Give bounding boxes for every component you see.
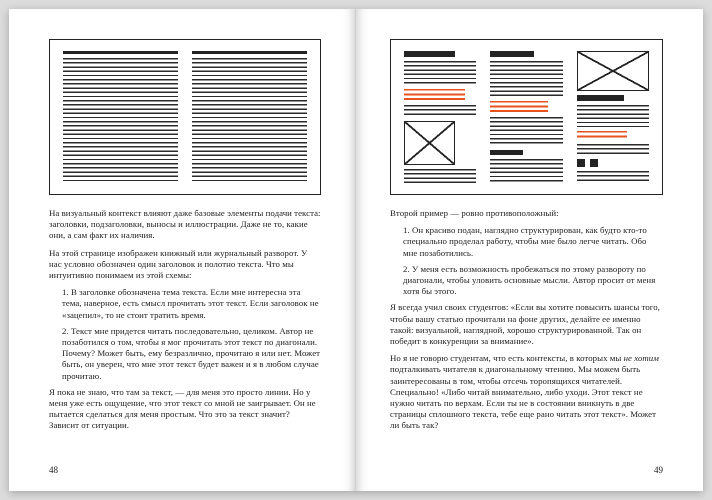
wireframe-text-lines <box>192 58 307 183</box>
numbered-item: 2. У меня есть возможность пробежаться по этому развороту по диагонали, чтобы уловить основные мысли. Автор просит от меня хотя бы этого. <box>403 263 656 297</box>
wireframe-heading-bar <box>490 51 533 57</box>
wireframe-text-column <box>577 51 649 183</box>
wireframe-text-lines <box>404 169 476 183</box>
wireframe-text-lines <box>490 159 562 183</box>
wireframe-small-blocks <box>577 159 649 167</box>
paragraph-segment-italic: не хотим <box>623 353 659 364</box>
numbered-item: 1. В заголовке обозначена тема текста. Если мне интересна эта тема, наверное, есть смысл прочитать этот текст. Если заголовок не «зацепил», то не стоит тратить время. <box>62 287 319 320</box>
wireframe-text-lines <box>577 105 649 127</box>
wireframe-text-column <box>490 51 562 183</box>
wireframe-image-placeholder-icon <box>404 121 455 165</box>
wireframe-subheading-bar <box>490 150 523 155</box>
page-right <box>356 9 703 491</box>
structured-spread-illustration <box>390 39 663 195</box>
page-number-left: 48 <box>49 465 58 475</box>
wireframe-heading-bar <box>192 51 307 54</box>
wireframe-text-lines <box>404 105 476 117</box>
wireframe-accent-lines <box>490 101 548 113</box>
body-paragraph <box>390 353 663 431</box>
wireframe-text-lines <box>490 117 562 146</box>
paragraph-segment: Но я не говорю студентам, что есть контексты, в которых мы <box>390 353 624 364</box>
left-page-text <box>49 208 321 432</box>
wireframe-text-lines <box>577 171 649 183</box>
wireframe-heading-bar <box>404 51 455 57</box>
wireframe-block <box>590 159 598 167</box>
wireframe-text-lines <box>404 61 476 85</box>
wireframe-image-placeholder-icon <box>577 51 649 91</box>
numbered-item: 2. Текст мне придется читать последовательно, целиком. Автор не позаботился о том, чтобы я мог прочитать этот текст по диагонали. Почему? Может быть, ему безразлично, прочитаю я или нет. Может быть, он уверен, что мне этот текст будет важен и я в любом случае прочитаю. <box>62 325 321 381</box>
wireframe-accent-lines <box>577 131 628 140</box>
wireframe-text-lines <box>63 58 178 183</box>
wireframe-heading-bar <box>577 95 624 101</box>
wireframe-text-lines <box>490 61 562 97</box>
body-paragraph: Я всегда учил своих студентов: «Если вы хотите повысить шансы того, чтобы вашу статью прочитали на фоне других, делайте ее именно такой: визуальной, наглядной, хорошо структурированной. Так он победит в конкуренции за внимание». <box>390 302 660 347</box>
wireframe-accent-lines <box>404 89 465 101</box>
body-paragraph: Второй пример — ровно противоположный: <box>390 208 559 218</box>
body-paragraph: На этой странице изображен книжный или журнальный разворот. У нас условно обозначен один заголовок и полотно текста. Что мы интуитивно понимаем из этой схемы: <box>49 247 308 281</box>
wireframe-text-column <box>192 51 307 183</box>
page-number-right: 49 <box>654 465 663 475</box>
paragraph-segment: подталкивать читателя к диагональному чтению. Мы можем быть заинтересованы в том, чтобы отсечь торопящихся читателей. Специально! «Либо читай внимательно, либо уходи. Этот текст не нужно читать по верхам. Если ты не в состоянии вникнуть в две страницы сплошного текста, тебе еще рано читать этот текст». Может ли быть так? <box>390 364 657 431</box>
wireframe-text-lines <box>577 144 649 155</box>
page-left <box>9 9 356 491</box>
body-paragraph: Я пока не знаю, что там за текст, — для меня это просто линии. Но у меня уже есть ощущение, что этот текст со мной не заигрывает. Он не пытается сделаться для меня простым. Что это за текст значит? Зависит от ситуации. <box>49 386 316 431</box>
book-spread <box>9 9 703 491</box>
wireframe-block <box>577 159 585 167</box>
numbered-item: 1. Он красиво подан, наглядно структурирован, как будто кто-то специально проделал работу, чтобы мне было легче читать. Обо мне позаботились. <box>403 225 647 258</box>
wireframe-text-column <box>404 51 476 183</box>
body-paragraph: На визуальный контекст влияют даже базовые элементы подачи текста: заголовки, подзаголовки, выносы и иллюстрации. Даже не то, какие они, а сам факт их наличия. <box>49 208 321 241</box>
wireframe-text-column <box>63 51 178 183</box>
plain-spread-illustration <box>49 39 321 195</box>
right-page-text <box>390 208 663 432</box>
wireframe-heading-bar <box>63 51 178 54</box>
